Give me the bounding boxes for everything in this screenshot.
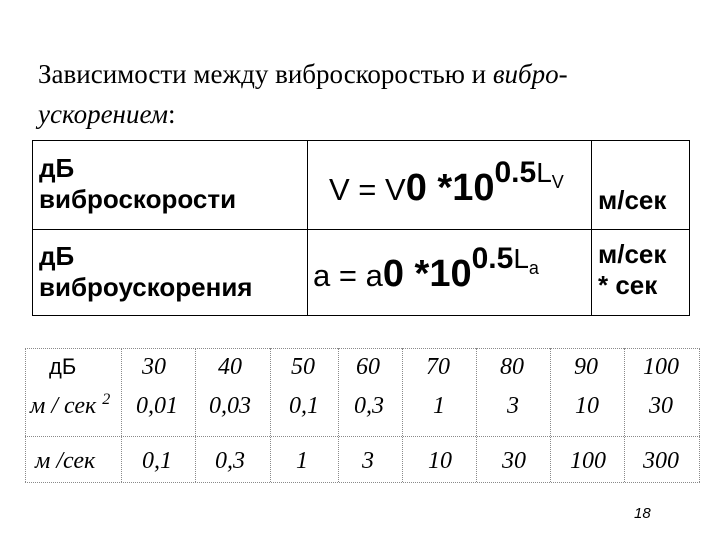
velocity-unit-line1: м/сек: [598, 185, 667, 215]
table-gridline: [402, 348, 403, 482]
acceleration-unit: [598, 239, 666, 301]
acceleration-formula: [313, 242, 539, 296]
acceleration-formula-sub: 0: [382, 253, 404, 295]
header-db-label: дБ: [49, 354, 77, 379]
table-gridline: [476, 348, 477, 482]
acceleration-row-label-sup: 2: [102, 391, 111, 408]
velocity-value: 0,1: [142, 448, 172, 474]
acceleration-unit-line1: м/сек: [598, 239, 667, 269]
acceleration-value: 0,01: [136, 393, 178, 419]
page-number: 18: [634, 505, 651, 522]
header-db-value: 50: [291, 354, 315, 380]
velocity-value: 1: [296, 448, 308, 474]
velocity-formula-exp: 0.5: [494, 156, 537, 189]
acceleration-value: 1: [433, 393, 445, 419]
header-db-value: 100: [643, 354, 679, 380]
conversion-table: [25, 348, 700, 483]
acceleration-db-label: [39, 241, 252, 303]
velocity-formula-ten: 10: [452, 167, 495, 209]
header-db-value: 60: [356, 354, 380, 380]
velocity-unit: [598, 185, 666, 216]
acceleration-db-label-line2: виброускорения: [39, 272, 253, 302]
table-gridline: [270, 348, 271, 482]
table-gridline: [121, 348, 122, 482]
formula-table-divider-1: [307, 141, 308, 315]
table-gridline: [25, 348, 26, 482]
acceleration-db-label-line1: дБ: [39, 241, 75, 271]
table-gridline: [25, 482, 700, 483]
velocity-value: 30: [502, 448, 526, 474]
acceleration-row-label: [30, 391, 110, 420]
header-db-value: 80: [500, 354, 524, 380]
acceleration-value: 0,03: [209, 393, 251, 419]
heading-italic-part: вибро-: [492, 59, 568, 89]
formula-table: [32, 140, 690, 316]
table-gridline: [624, 348, 625, 482]
acceleration-formula-exp-var: L: [513, 243, 529, 274]
table-gridline: [25, 348, 700, 349]
acceleration-formula-lhs: a = a: [313, 258, 383, 293]
table-gridline: [338, 348, 339, 482]
velocity-value: 10: [428, 448, 452, 474]
acceleration-value: 0,1: [289, 393, 319, 419]
velocity-formula-exp-var: L: [536, 157, 552, 188]
velocity-formula-star: *: [426, 167, 453, 209]
formula-table-divider-2: [591, 141, 592, 315]
acceleration-formula-star: *: [403, 253, 430, 295]
heading-text: Зависимости между виброскоростью и: [38, 59, 493, 89]
formula-table-row-divider: [33, 229, 689, 230]
acceleration-value: 30: [649, 393, 673, 419]
table-gridline: [25, 436, 700, 437]
velocity-db-label-line2: виброскорости: [39, 184, 237, 214]
acceleration-formula-exp-sub: a: [528, 258, 539, 278]
velocity-db-label: [39, 153, 236, 215]
velocity-value: 0,3: [215, 448, 245, 474]
header-db-value: 90: [574, 354, 598, 380]
velocity-formula-sub: 0: [405, 167, 427, 209]
heading-italic-continuation: ускорением: [38, 99, 168, 129]
velocity-formula: [329, 156, 564, 210]
velocity-formula-exp-sub: V: [551, 172, 564, 192]
velocity-row-label: м /сек: [35, 448, 96, 474]
acceleration-formula-ten: 10: [429, 253, 472, 295]
acceleration-value: 3: [507, 393, 519, 419]
table-gridline: [699, 348, 700, 482]
velocity-value: 3: [362, 448, 374, 474]
velocity-db-label-line1: дБ: [39, 153, 75, 183]
table-gridline: [195, 348, 196, 482]
acceleration-row-label-text: м / сек: [30, 393, 97, 419]
slide-heading: [38, 54, 698, 134]
acceleration-formula-exp: 0.5: [471, 242, 514, 275]
heading-colon: :: [168, 99, 176, 129]
velocity-value: 300: [643, 448, 679, 474]
velocity-formula-lhs: V = V: [329, 172, 406, 207]
header-db-value: 70: [426, 354, 450, 380]
table-gridline: [550, 348, 551, 482]
acceleration-value: 10: [575, 393, 599, 419]
acceleration-value: 0,3: [354, 393, 384, 419]
acceleration-unit-line2: * сек: [598, 270, 658, 300]
header-db-value: 30: [142, 354, 166, 380]
velocity-value: 100: [570, 448, 606, 474]
header-db-value: 40: [218, 354, 242, 380]
